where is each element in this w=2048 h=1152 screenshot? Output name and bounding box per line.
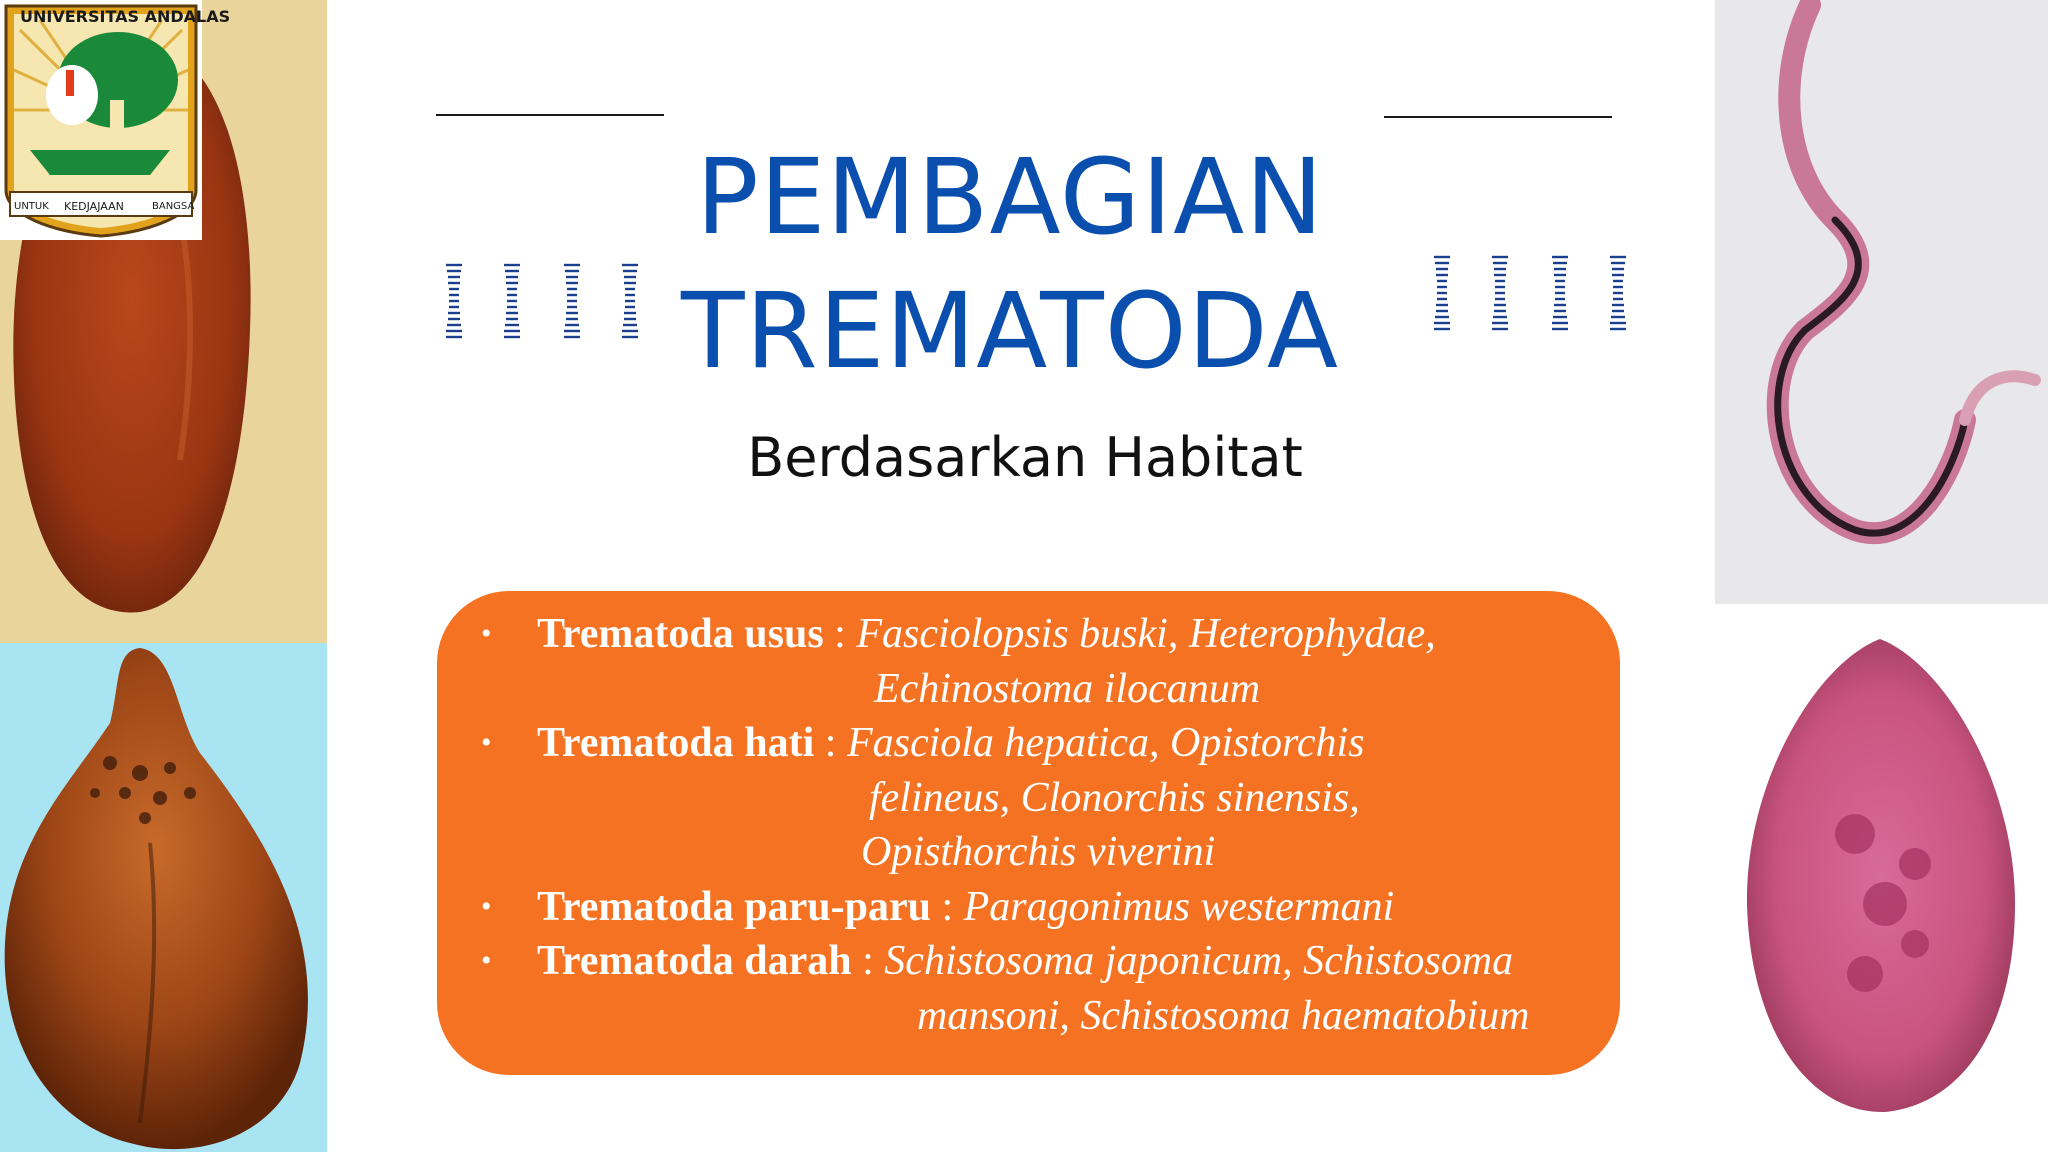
list-item — [437, 716, 1620, 880]
page-title — [540, 130, 1480, 398]
list-species: Fasciolopsis buski, Heterophydae, — [856, 611, 1436, 657]
bullet-icon: • — [481, 617, 492, 650]
bullet-icon: • — [481, 944, 492, 977]
list-separator: : — [930, 883, 964, 930]
logo-bottom-right: BANGSA — [152, 201, 195, 212]
university-logo — [0, 0, 231, 240]
logo-bottom-left: UNTUK — [14, 201, 49, 212]
list-item — [437, 934, 1620, 1043]
list-species: Opisthorchis viverini — [861, 829, 1216, 875]
list-separator: : — [851, 938, 885, 984]
fluke-photo-bottom-right — [1715, 604, 2048, 1152]
bullet-icon: • — [481, 889, 492, 923]
content-box — [437, 591, 1620, 1075]
list-species: Echinostoma ilocanum — [874, 665, 1261, 712]
logo-bottom-center: KEDJAJAAN — [64, 200, 124, 213]
list-term: Trematoda usus — [537, 611, 824, 657]
list-separator: : — [823, 611, 857, 657]
decorative-line-right — [1384, 116, 1612, 118]
list-item — [437, 880, 1620, 935]
list-species: Fasciola hepatica, Opistorchis — [846, 720, 1365, 766]
list-species: Schistosoma japonicum, Schistosoma — [884, 938, 1514, 984]
bullet-icon: • — [481, 726, 492, 759]
habitat-list — [437, 607, 1620, 1043]
list-species: Paragonimus westermani — [963, 883, 1395, 930]
decorative-line-left — [436, 114, 664, 116]
list-item — [437, 607, 1620, 716]
logo-top-text: UNIVERSITAS ANDALAS — [20, 7, 231, 26]
list-species: mansoni, Schistosoma haematobium — [917, 992, 1530, 1039]
schistosome-photo-top-right — [1715, 0, 2048, 604]
list-term: Trematoda paru-paru — [537, 883, 931, 930]
list-term: Trematoda darah — [537, 938, 852, 984]
list-separator: : — [814, 720, 847, 766]
title-line-1: PEMBAGIAN — [695, 136, 1325, 258]
title-line-2: TREMATODA — [680, 270, 1340, 392]
fluke-photo-bottom-left — [0, 643, 327, 1152]
subtitle: Berdasarkan Habitat — [747, 426, 1303, 489]
list-species: felineus, Clonorchis sinensis, — [869, 774, 1360, 821]
list-term: Trematoda hati — [537, 720, 815, 766]
